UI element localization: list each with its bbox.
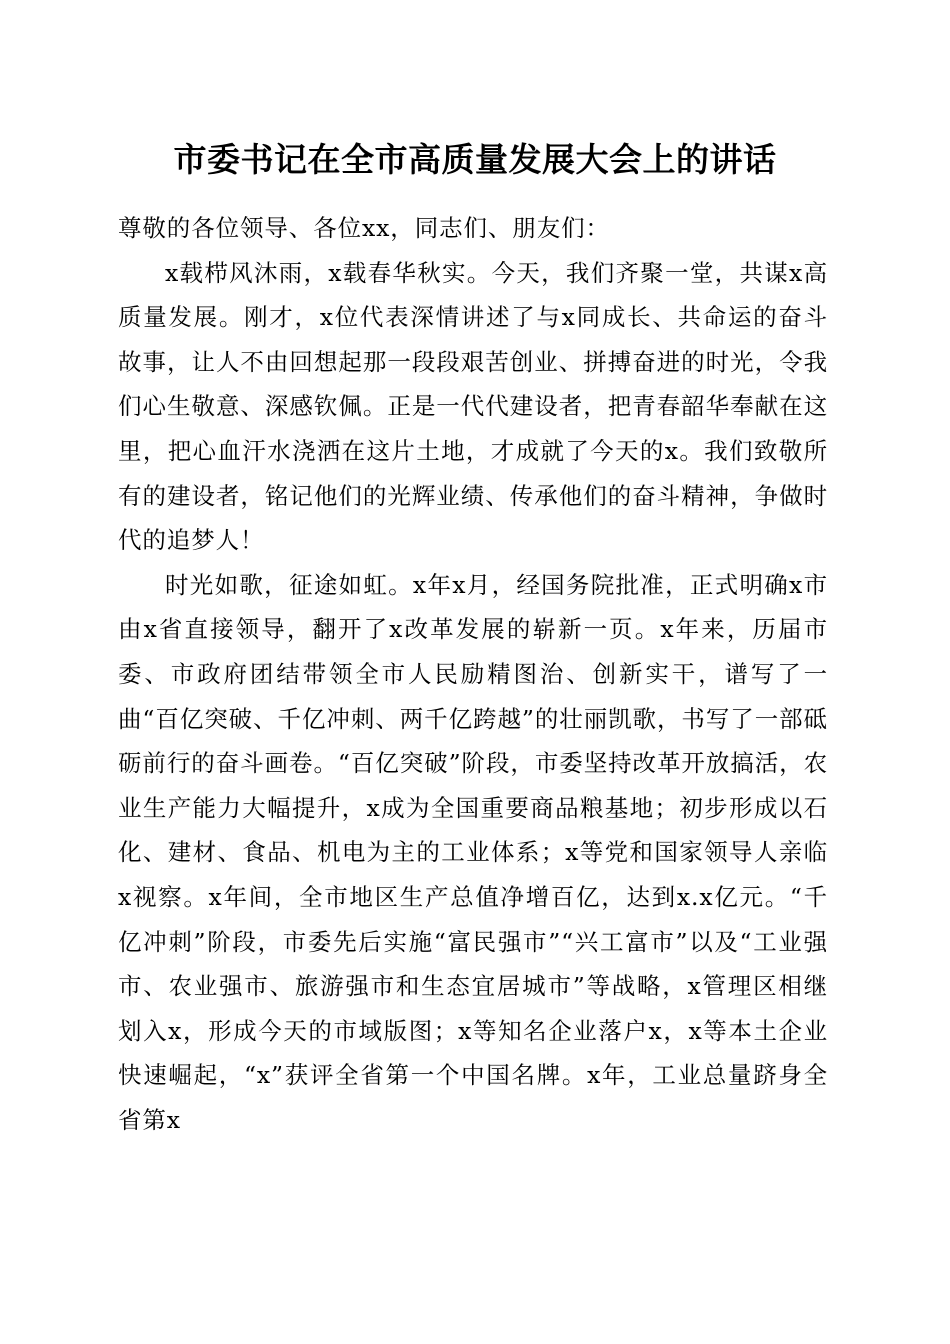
salutation: 尊敬的各位领导、各位xx，同志们、朋友们： (118, 214, 610, 242)
document-body (118, 206, 828, 1142)
paragraph-1: x载栉风沐雨，x载春华秋实。今天，我们齐聚一堂，共谋x高质量发展。刚才，x位代表深情讲述了与x同成长、共命运的奋斗故事，让人不由回想起那一段段艰苦创业、拼搏奋进的时光，令我们心生敬意、深感钦佩。正是一代代建设者，把青春韶华奉献在这里，把心血汗水浇洒在这片土地，才成就了今天的x。我们致敬所有的建设者，铭记他们的光辉业绩、传承他们的奋斗精神，争做时代的追梦人！ (118, 258, 828, 555)
document-title: 市委书记在全市高质量发展大会上的讲话 (173, 140, 777, 179)
paragraph-2: 时光如歌，征途如虹。x年x月，经国务院批准，正式明确x市由x省直接领导，翻开了x改革发展的崭新一页。x年来，历届市委、市政府团结带领全市人民励精图治、创新实干，谱写了一曲“百亿突破、千亿冲刺、两千亿跨越”的壮丽凯歌，书写了一部砥砺前行的奋斗画卷。“百亿突破”阶段，市委坚持改革开放搞活，农业生产能力大幅提升，x成为全国重要商品粮基地；初步形成以石化、建材、食品、机电为主的工业体系；x等党和国家领导人亲临x视察。x年间，全市地区生产总值净增百亿，达到x.x亿元。“千亿冲刺”阶段，市委先后实施“富民强市”“兴工富市”以及“工业强市、农业强市、旅游强市和生态宜居城市”等战略，x管理区相继划入x，形成今天的市域版图；x等知名企业落户x，x等本土企业快速崛起，“x”获评全省第一个中国名牌。x年，工业总量跻身全省第x (118, 570, 828, 1134)
